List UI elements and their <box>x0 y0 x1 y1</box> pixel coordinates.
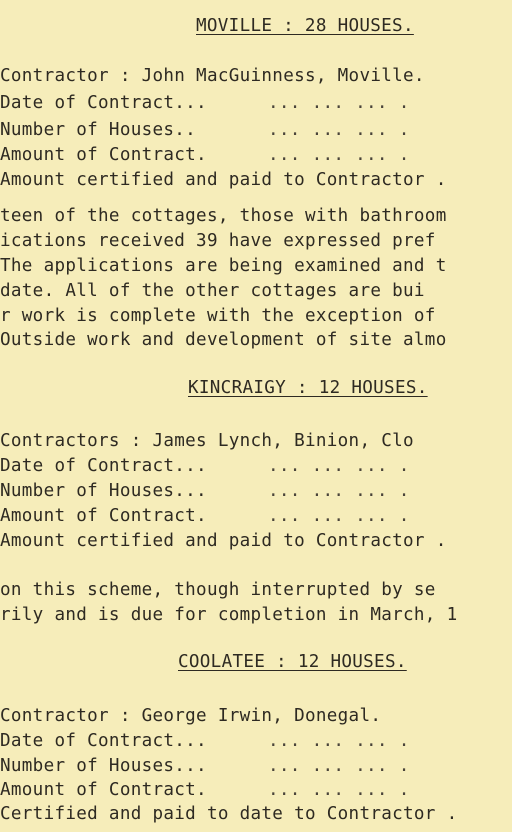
paragraph-line: date. All of the other cottages are bui <box>0 281 425 301</box>
amount-certified-line: Amount certified and paid to Contractor . <box>0 531 447 551</box>
amount-of-contract-label: Amount of Contract. <box>0 780 207 800</box>
paragraph-line: Outside work and development of site almo <box>0 330 447 350</box>
date-of-contract-label: Date of Contract... <box>0 731 207 751</box>
leader-dots: ... ... ... . <box>268 481 410 501</box>
paragraph-line: ications received 39 have expressed pref <box>0 231 436 251</box>
section-heading-moville: MOVILLE : 28 HOUSES. <box>196 16 414 36</box>
paragraph-line: rily and is due for completion in March, 1 <box>0 605 458 625</box>
paragraph-line: The applications are being examined and t <box>0 256 447 276</box>
amount-certified-line: Amount certified and paid to Contractor . <box>0 170 447 190</box>
leader-dots: ... ... ... . <box>268 456 410 476</box>
leader-dots: ... ... ... . <box>268 780 410 800</box>
leader-dots: ... ... ... . <box>268 506 410 526</box>
date-of-contract-label: Date of Contract... <box>0 93 207 113</box>
leader-dots: ... ... ... . <box>268 145 410 165</box>
certified-paid-line: Certified and paid to date to Contractor . <box>0 804 458 824</box>
section-heading-kincraigy: KINCRAIGY : 12 HOUSES. <box>188 378 428 398</box>
section-heading-coolatee: COOLATEE : 12 HOUSES. <box>178 652 407 672</box>
number-of-houses-label: Number of Houses... <box>0 756 207 776</box>
leader-dots: ... ... ... . <box>268 731 410 751</box>
paragraph-line: r work is complete with the exception of <box>0 306 436 326</box>
contractors-line: Contractors : James Lynch, Binion, Clo <box>0 431 414 451</box>
contractor-line: Contractor : George Irwin, Donegal. <box>0 706 382 726</box>
leader-dots: ... ... ... . <box>268 93 410 113</box>
paragraph-line: teen of the cottages, those with bathroom <box>0 206 447 226</box>
number-of-houses-label: Number of Houses.. <box>0 120 197 140</box>
number-of-houses-label: Number of Houses... <box>0 481 207 501</box>
amount-of-contract-label: Amount of Contract. <box>0 506 207 526</box>
paragraph-line: on this scheme, though interrupted by se <box>0 580 436 600</box>
leader-dots: ... ... ... . <box>268 120 410 140</box>
amount-of-contract-label: Amount of Contract. <box>0 145 207 165</box>
date-of-contract-label: Date of Contract... <box>0 456 207 476</box>
leader-dots: ... ... ... . <box>268 756 410 776</box>
contractor-line: Contractor : John MacGuinness, Moville. <box>0 66 425 86</box>
